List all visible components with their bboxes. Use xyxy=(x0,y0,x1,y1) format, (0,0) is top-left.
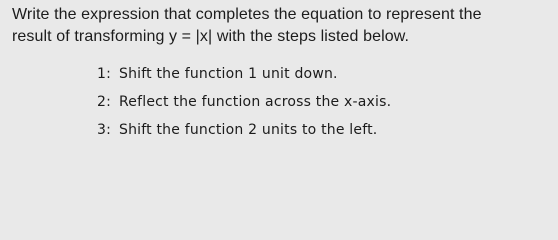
step-3-number: 3: xyxy=(97,122,112,138)
step-2 xyxy=(97,94,391,122)
step-2-text: Reflect the function across the x-axis. xyxy=(119,94,392,110)
step-1-text: Shift the function 1 unit down. xyxy=(119,66,338,82)
step-3-text: Shift the function 2 units to the left. xyxy=(119,122,378,138)
step-3 xyxy=(97,122,391,150)
question-prompt xyxy=(12,4,552,48)
question-line-2: result of transforming y = |x| with the steps listed below. xyxy=(12,28,410,45)
question-line-1: Write the expression that completes the equation to represent the xyxy=(12,6,482,23)
step-2-number: 2: xyxy=(97,94,112,110)
step-1-number: 1: xyxy=(97,66,112,82)
steps-list xyxy=(97,66,391,150)
step-1 xyxy=(97,66,391,94)
